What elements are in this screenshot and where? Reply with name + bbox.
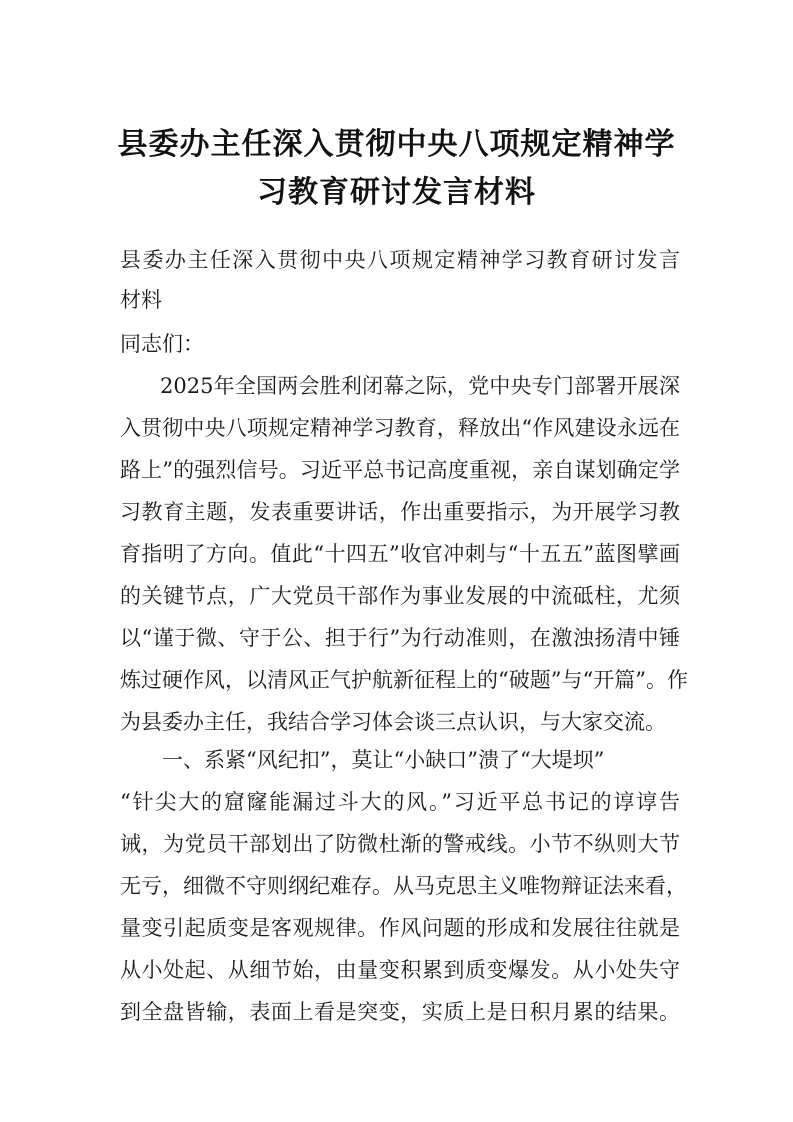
intro-line-1: 2025年全国两会胜利闭幕之际，党中央专门部署开展深 (160, 374, 680, 398)
section-1-line-4: 量变引起质变是客观规律。作风问题的形成和发展往往就是 (120, 916, 680, 940)
document-title-line-2: 习教育研讨发言材料 (257, 175, 536, 210)
intro-line-5: 育指明了方向。值此“十四五”收官冲刺与“十五五”蓝图擘画 (120, 542, 680, 566)
document-title-line-1: 县委办主任深入贯彻中央八项规定精神学 (117, 127, 676, 162)
section-1-line-3: 无亏，细微不守则纲纪难存。从马克思主义唯物辩证法来看， (120, 874, 687, 898)
intro-line-7: 以“谨于微、守于公、担于行”为行动准则，在激浊扬清中锤 (120, 626, 680, 650)
section-1-line-2: 诫，为党员干部划出了防微杜渐的警戒线。小节不纵则大节 (120, 832, 680, 856)
intro-line-4: 习教育主题，发表重要讲话，作出重要指示，为开展学习教 (120, 500, 680, 524)
subtitle-line-1: 县委办主任深入贯彻中央八项规定精神学习教育研讨发言 (120, 248, 680, 272)
intro-line-3: 路上”的强烈信号。习近平总书记高度重视，亲自谋划确定学 (120, 458, 680, 482)
section-1-line-6: 到全盘皆输，表面上看是突变，实质上是日积月累的结果。 (120, 1000, 680, 1024)
intro-line-2: 入贯彻中央八项规定精神学习教育，释放出“作风建设永远在 (120, 416, 680, 440)
intro-line-9: 为县委办主任，我结合学习体会谈三点认识，与大家交流。 (120, 710, 666, 734)
section-1-line-1: “针尖大的窟窿能漏过斗大的风。”习近平总书记的谆谆告 (120, 790, 680, 814)
intro-line-8: 炼过硬作风，以清风正气护航新征程上的“破题”与“开篇”。作 (120, 668, 688, 692)
intro-line-6: 的关键节点，广大党员干部作为事业发展的中流砥柱，尤须 (120, 584, 680, 608)
section-1-line-5: 从小处起、从细节始，由量变积累到质变爆发。从小处失守 (120, 958, 680, 982)
salutation: 同志们： (120, 332, 204, 356)
section-1-heading: 一、系紧“风纪扣”，莫让“小缺口”溃了“大堤坝” (162, 748, 605, 772)
subtitle-line-2: 材料 (120, 288, 162, 312)
